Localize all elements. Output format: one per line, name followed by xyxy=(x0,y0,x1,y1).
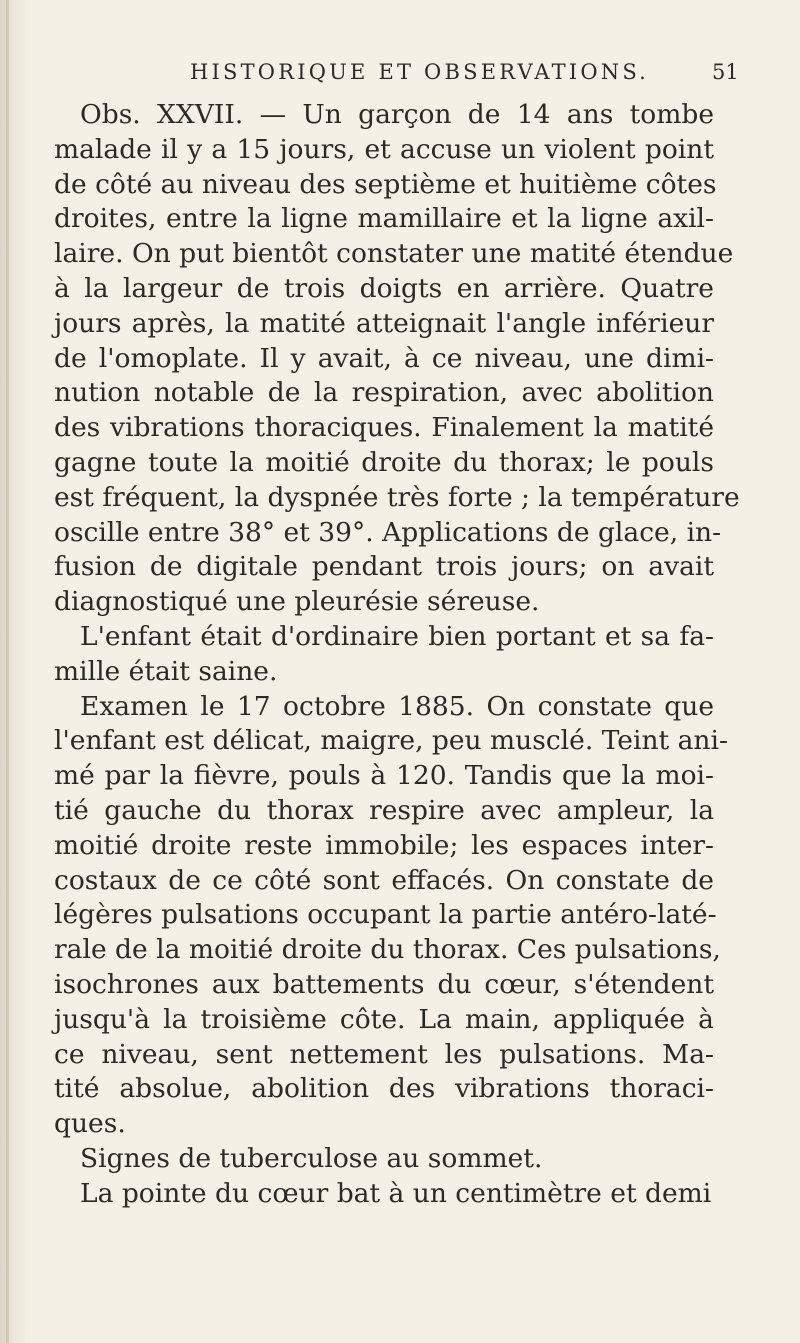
text-line: l'enfant est délicat, maigre, peu musclé. Teint ani- xyxy=(54,725,728,757)
text-line: tité absolue, abolition des vibrations thoraci- xyxy=(54,1073,714,1105)
text-line: nution notable de la respiration, avec abolition xyxy=(54,377,714,409)
text-line: ce niveau, sent nettement les pulsations. Ma- xyxy=(54,1038,714,1070)
text-line: légères pulsations occupant la partie antéro-laté- xyxy=(54,899,717,931)
text-line: fusion de digitale pendant trois jours; on avait xyxy=(54,551,714,583)
text-line: mille était saine. xyxy=(54,655,278,687)
text-line: Signes de tuberculose au sommet. xyxy=(80,1142,543,1174)
text-line: rale de la moitié droite du thorax. Ces pulsations, xyxy=(54,934,721,966)
running-head xyxy=(0,60,800,90)
text-line: est fréquent, la dyspnée très forte ; la température xyxy=(54,481,740,513)
page-gutter xyxy=(6,0,9,1343)
running-title: HISTORIQUE ET OBSERVATIONS. xyxy=(190,60,650,84)
text-line: La pointe du cœur bat à un centimètre et demi xyxy=(80,1177,712,1209)
text-line: ques. xyxy=(54,1108,126,1140)
text-line: jusqu'à la troisième côte. La main, appliquée à xyxy=(54,1003,714,1035)
text-line: oscille entre 38° et 39°. Applications de glace, in- xyxy=(54,516,722,548)
text-line: jours après, la matité atteignait l'angle inférieur xyxy=(54,307,714,339)
text-line: gagne toute la moitié droite du thorax; le pouls xyxy=(54,446,714,478)
text-line: de côté au niveau des septième et huitième côtes xyxy=(54,168,717,200)
text-line: des vibrations thoraciques. Finalement la matité xyxy=(54,412,714,444)
text-line: diagnostiqué une pleurésie séreuse. xyxy=(54,586,540,618)
text-line: isochrones aux battements du cœur, s'étendent xyxy=(54,968,714,1000)
text-line: moitié droite reste immobile; les espaces inter- xyxy=(54,829,714,861)
text-line: à la largeur de trois doigts en arrière. Quatre xyxy=(54,272,714,304)
text-line: Obs. XXVII. — Un garçon de 14 ans tombe xyxy=(80,99,714,130)
text-line: droites, entre la ligne mamillaire et la ligne axil- xyxy=(54,203,714,235)
text-line: de l'omoplate. Il y avait, à ce niveau, une dimi- xyxy=(54,342,714,374)
text-line: L'enfant était d'ordinaire bien portant et sa fa- xyxy=(80,620,714,652)
text-line: costaux de ce côté sont effacés. On constate de xyxy=(54,864,714,896)
text-line: tié gauche du thorax respire avec ampleur, la xyxy=(54,794,714,826)
text-line: Examen le 17 octobre 1885. On constate que xyxy=(80,690,714,722)
text-line: malade il y a 15 jours, et accuse un violent point xyxy=(54,133,714,165)
page-number: 51 xyxy=(712,60,739,84)
text-line: mé par la fièvre, pouls à 120. Tandis que la moi- xyxy=(54,760,714,792)
body-text xyxy=(54,98,740,1212)
text-line: laire. On put bientôt constater une matité étendue xyxy=(54,238,734,270)
